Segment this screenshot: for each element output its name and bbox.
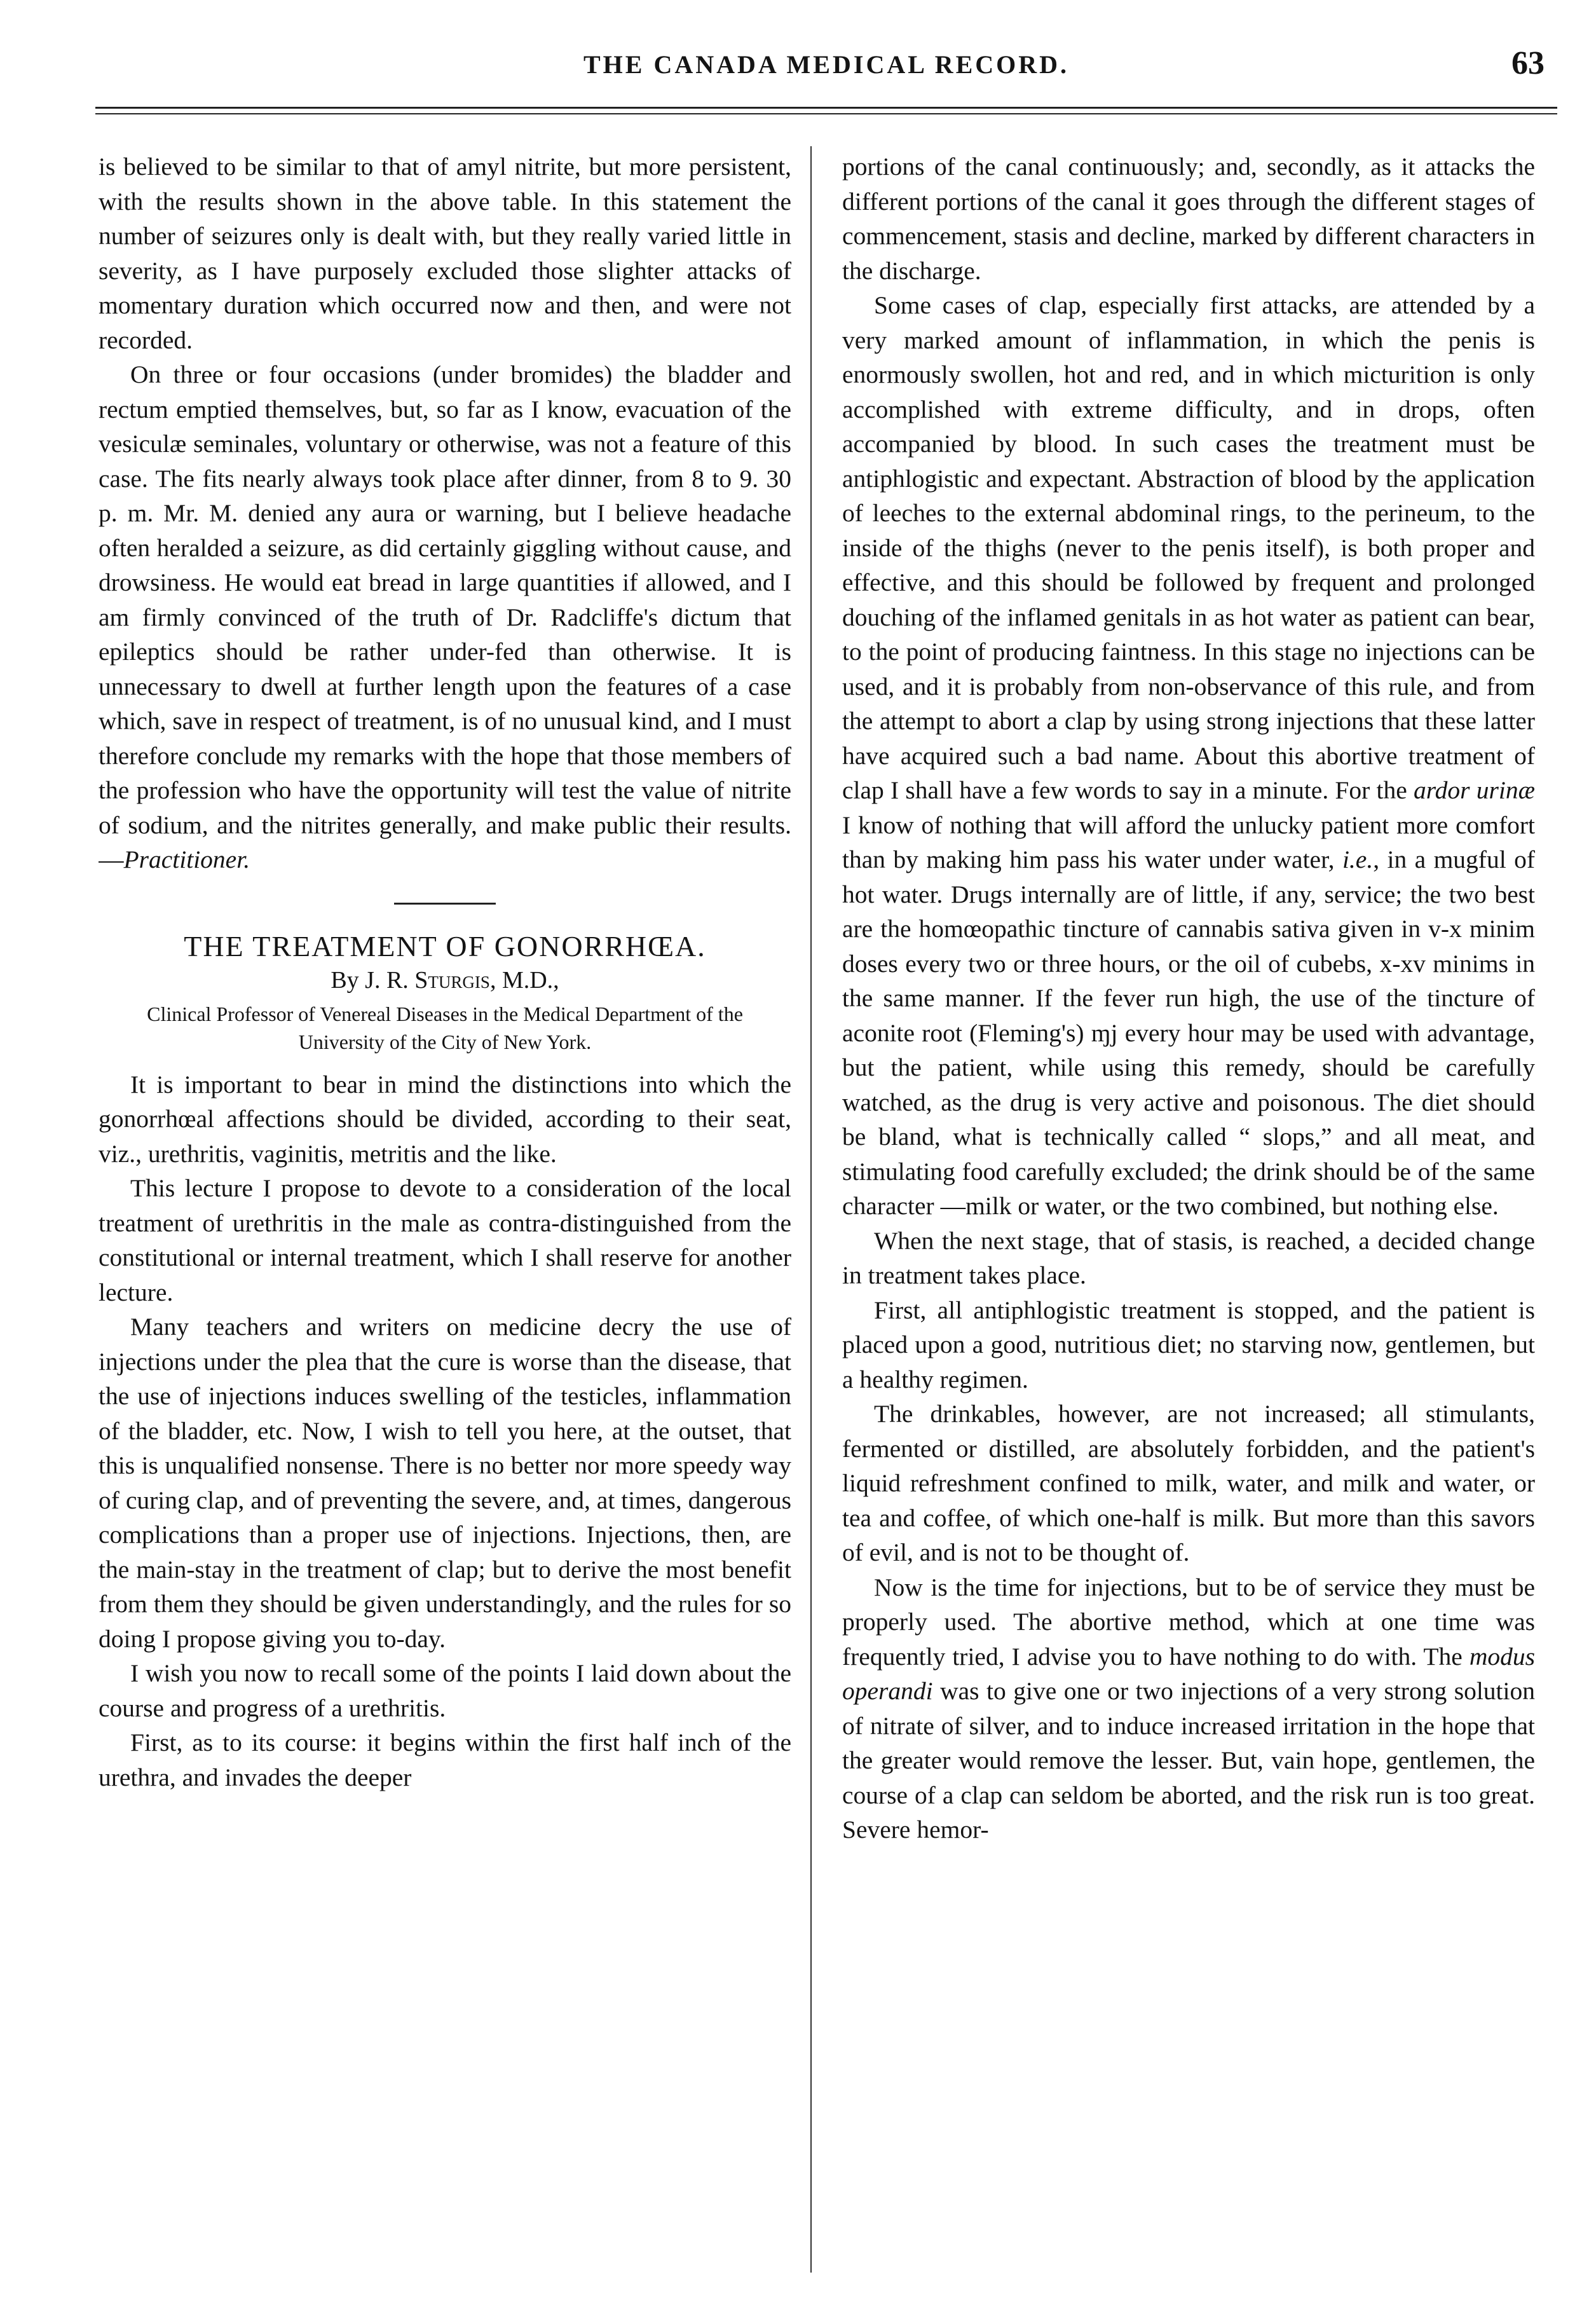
left-paragraph-4: This lecture I propose to devote to a consideration of the local treatment of urethritis in the male as contra-distinguished from the constitutional or internal treatment, which I shall reserve for another lecture.: [99, 1174, 791, 1306]
right-paragraph-4: First, all antiphlogistic treatment is stopped, and the patient is placed upon a good, nutritious diet; no starving now, gentlemen, but a healthy regimen.: [842, 1296, 1535, 1393]
right-paragraph-2: [842, 288, 1535, 1224]
right-column: [842, 149, 1535, 2273]
article-byline: [99, 964, 791, 996]
running-title: THE CANADA MEDICAL RECORD.: [583, 50, 1070, 79]
right-paragraph-1: portions of the canal continuously; and, secondly, as it attacks the different portions of the canal it goes through the different stages of commencement, stasis and decline, marked by different characters in the discharge.: [842, 153, 1535, 285]
left-paragraph-2: [99, 357, 791, 877]
left-paragraph-2-text: On three or four occasions (under bromides) the bladder and rectum emptied themselves, but, so far as I know, evacuation of the vesiculæ seminales, voluntary or otherwise, was not a feature of this case. The fits nearly always took place after dinner, from 8 to 9. 30 p. m. Mr. M. denied any aura or warning, but I believe headache often heralded a seizure, as did certainly giggling without cause, and drowsiness. He would eat bread in large quantities if allowed, and I am firmly convinced of the truth of Dr. Radcliffe's dictum that epileptics should be rather under-fed than otherwise. It is unnecessary to dwell at further length upon the features of a case which, save in respect of treatment, is of no unusual kind, and I must therefore conclude my remarks with the hope that those members of the profession who have the opportunity will test the value of nitrite of sodium, and the nitrites generally, and make public their results.—: [99, 360, 791, 873]
left-column: [99, 149, 791, 2273]
right-paragraph-3: When the next stage, that of stasis, is reached, a decided change in treatment takes place.: [842, 1226, 1535, 1289]
left-paragraph-5: Many teachers and writers on medicine decry the use of injections under the plea that the cure is worse than the disease, that the use of injections induces swelling of the testicles, inflammation of the bladder, etc. Now, I wish to tell you here, at the outset, that this is unqualified nonsense. There is no better nor more speedy way of curing clap, and of preventing the severe, and, at times, dangerous complications than a proper use of injections. Injections, then, are the main-stay in the treatment of clap; but to derive the most benefit from them they should be given understandingly, and the rules for so doing I propose giving you to-day.: [99, 1313, 791, 1653]
author-affiliation: Clinical Professor of Venereal Diseases in the Medical Department of the University of the City of New York.: [147, 1002, 743, 1053]
left-paragraph-1: is believed to be similar to that of amyl nitrite, but more persistent, with the results shown in the above table. In this statement the number of seizures only is dealt with, but they really varied little in severity, as I have purposely excluded those slighter attacks of momentary duration which occurred now and then, and were not recorded.: [99, 153, 791, 354]
latin-term-ardor-urinae: ardor urinæ: [1414, 776, 1535, 804]
left-paragraph-6: I wish you now to recall some of the points I laid down about the course and progress of a urethritis.: [99, 1659, 791, 1722]
header-rule-bottom: [95, 113, 1557, 114]
right-paragraph-6: [842, 1570, 1535, 1847]
right-paragraph-6-text-b: was to give one or two injections of a very strong solution of nitrate of silver, and to induce increased irritation in the hope that the greater would remove the lesser. But, vain hope, gentlemen, the course of a clap can seldom be aborted, and the risk run is too great. Severe hemor-: [842, 1677, 1535, 1843]
byline-suffix: , M.D.,: [489, 966, 559, 994]
right-paragraph-2-text-b: I know of nothing that will afford the unlucky patient more comfort than by making him pass his water under water,: [842, 811, 1535, 873]
abbrev-ie: i.e.: [1342, 845, 1374, 873]
byline-prefix: By J. R.: [331, 966, 415, 994]
page-header: [95, 44, 1557, 95]
left-paragraph-3: It is important to bear in mind the distinctions into which the gonorrhœal affections should be divided, according to their seat, viz., urethritis, vaginitis, metritis and the like.: [99, 1070, 791, 1168]
header-rule-top: [95, 107, 1557, 109]
right-paragraph-6-text-a: Now is the time for injections, but to be of service they must be properly used. The abortive method, which at one time was frequently tried, I advise you to have nothing to do with. The: [842, 1573, 1535, 1671]
column-divider: [810, 146, 812, 2273]
right-paragraph-5: The drinkables, however, are not increased; all stimulants, fermented or distilled, are absolutely forbidden, and the patient's liquid refreshment confined to milk, water, and milk and water, or tea and coffee, of which one-half is milk. But more than this savors of evil, and is not to be thought of.: [842, 1400, 1535, 1566]
source-citation: Practitioner.: [123, 845, 250, 873]
article-title: THE TREATMENT OF GONORRHŒA.: [184, 929, 706, 962]
latin-term-modus-operandi: modus operandi: [842, 1642, 1535, 1705]
page-number: 63: [1511, 45, 1545, 81]
author-name: Sturgis: [414, 966, 490, 994]
right-paragraph-2-text-a: Some cases of clap, especially first attacks, are attended by a very marked amount of inflammation, in which the penis is enormously swollen, hot and red, and in which micturition is only accomplished with extreme difficulty, and in drops, often accompanied by blood. In such cases the treatment must be antiphlogistic and expectant. Abstraction of blood by the application of leeches to the external abdominal rings, to the perineum, to the inside of the thighs (never to the penis itself), is both proper and effective, and this should be followed by frequent and prolonged douching of the inflamed genitals in as hot water as patient can bear, to the point of producing faintness. In this stage no injections can be used, and it is probably from non-observance of this rule, and from the attempt to abort a clap by using strong injections that these latter have acquired such a bad name. About this abortive treatment of clap I shall have a few words to say in a minute. For the: [842, 291, 1535, 804]
article-separator: [394, 903, 496, 905]
left-paragraph-7: First, as to its course: it begins within the first half inch of the urethra, and invades the deeper: [99, 1728, 791, 1791]
right-paragraph-2-text-c: , in a mugful of hot water. Drugs internally are of little, if any, service; the two best are the homœopathic tincture of cannabis sativa given in v-x minim doses every two or three hours, or the oil of cubebs, x-xv minims in the same manner. If the fever run high, the use of the tincture of aconite root (Fleming's) ɱj every hour may be used with advantage, but the patient, while using this remedy, should be carefully watched, as the drug is very active and poisonous. The diet should be bland, what is technically called “ slops,” and all meat, and stimulating food carefully excluded; the drink should be of the same character —milk or water, or the two combined, but nothing else.: [842, 845, 1535, 1220]
